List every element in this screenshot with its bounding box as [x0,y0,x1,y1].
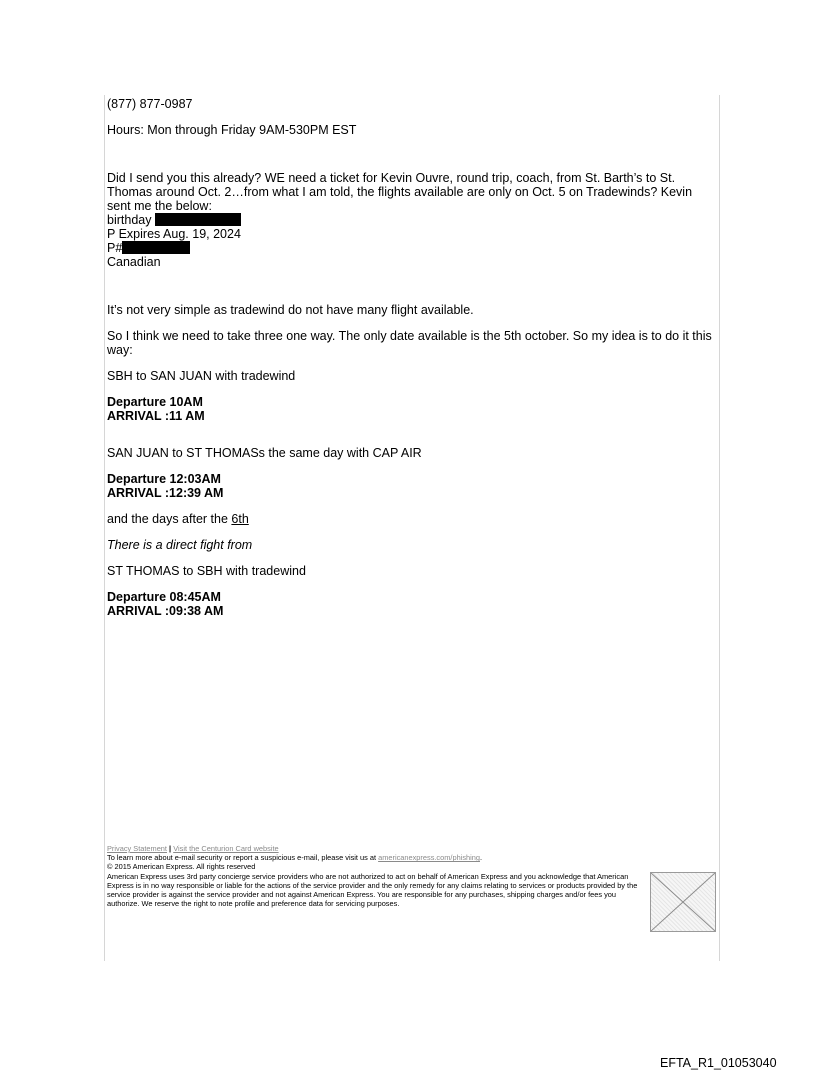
missing-image-placeholder-icon [650,872,716,932]
email-body [107,97,713,618]
redaction-bar [122,241,190,254]
document-id: EFTA_R1_01053040 [660,1056,777,1070]
leg3-arrival: ARRIVAL :09:38 AM [107,604,224,618]
birthday-line [107,213,713,227]
leg2-departure: Departure 12:03AM [107,472,221,486]
link-separator: | [169,844,172,853]
direct-flight-note: There is a direct fight from [107,538,253,552]
privacy-statement-link[interactable]: Privacy Statement [107,844,167,853]
passport-line [107,241,713,255]
leg3-route: ST THOMAS to SBH with tradewind [107,564,306,578]
leg2-arrival: ARRIVAL :12:39 AM [107,486,224,500]
passport-expires: P Expires Aug. 19, 2024 [107,227,241,241]
email-footer [107,844,647,908]
phone-number: (877) 877-0987 [107,97,193,111]
security-text: To learn more about e-mail security or report a suspicious e-mail, please visit us at [107,853,379,863]
hours: Hours: Mon through Friday 9AM-530PM EST [107,123,357,137]
cross-icon [651,873,715,931]
redaction-bar [155,213,241,226]
leg3-departure: Departure 08:45AM [107,590,221,604]
security-notice [107,853,647,862]
disclaimer: American Express uses 3rd party concierge service providers who are not authorized to act on behalf of American Express and you acknowledge that American Express is in no way responsible or liable for the actions of the service provider and the only remedy for any claims relating to services or products provided by the service provider is against the service provider and not against American Express. You are responsible for any purchases, shipping charges and/or fees you authorize. We reserve the right to note profile and preference data for servicing purposes. [107,871,638,909]
days-after-line [107,512,713,526]
days-after-date: 6th [231,512,249,526]
passport-label: P# [107,241,123,255]
footer-links [107,844,647,853]
leg1-route: SBH to SAN JUAN with tradewind [107,369,296,383]
leg2-route: SAN JUAN to ST THOMASs the same day with CAP AIR [107,446,422,460]
leg1-departure: Departure 10AM [107,395,203,409]
birthday-label: birthday [107,213,152,227]
security-period: . [479,853,483,863]
days-after-prefix: and the days after the [107,512,232,526]
request-paragraph: Did I send you this already? WE need a ticket for Kevin Ouvre, round trip, coach, from St. Barth’s to St. Thomas around Oct. 2…from what I am told, the flights available are only on Oct. 5 on Tradewinds? Kevin sent me the below: [107,171,693,213]
reply-line-1: It’s not very simple as tradewind do not have many flight available. [107,303,474,317]
nationality: Canadian [107,255,161,269]
centurion-card-link[interactable]: Visit the Centurion Card website [173,844,279,853]
reply-line-2: So I think we need to take three one way. The only date available is the 5th october. So my idea is to do it this way: [107,329,712,357]
copyright: © 2015 American Express. All rights reserved [107,862,256,872]
phishing-link[interactable]: americanexpress.com/phishing [378,853,480,863]
leg1-arrival: ARRIVAL :11 AM [107,409,205,423]
